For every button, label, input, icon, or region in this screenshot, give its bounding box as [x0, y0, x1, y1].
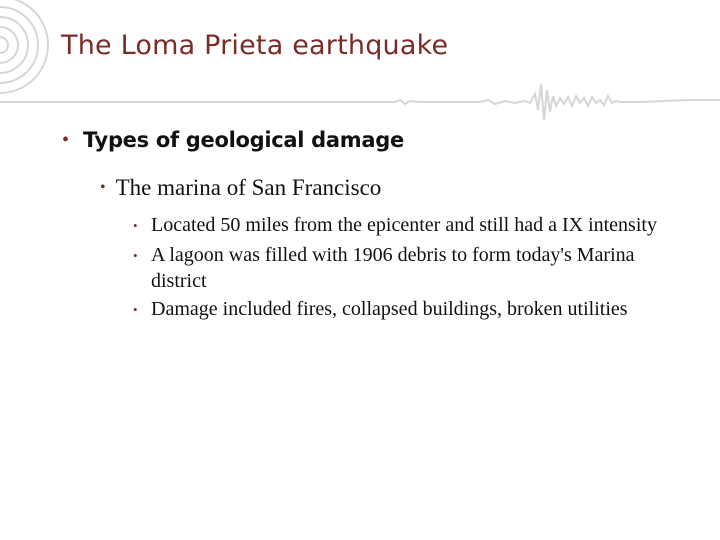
- sub-bullet-text: Located 50 miles from the epicenter and still had a IX intensity: [151, 214, 657, 236]
- bullet-dot-icon: •: [133, 248, 138, 263]
- seismograph-line-icon: [0, 70, 720, 130]
- bullet-level-2: [100, 175, 381, 201]
- list-item: [133, 242, 693, 294]
- bullet-dot-icon: •: [133, 302, 138, 317]
- bullet-dot-icon: •: [62, 129, 70, 151]
- bullet-l1-text: Types of geological damage: [83, 128, 404, 152]
- bullet-dot-icon: •: [100, 179, 106, 196]
- slide-title: The Loma Prieta earthquake: [61, 30, 449, 61]
- list-item: [133, 296, 693, 324]
- sub-bullet-text: Damage included fires, collapsed buildings, broken utilities: [151, 298, 628, 320]
- sub-bullet-text: A lagoon was filled with 1906 debris to form today's Marina district: [151, 244, 635, 292]
- bullet-dot-icon: •: [133, 218, 138, 233]
- bullet-level-1: [62, 128, 404, 152]
- bullet-l2-text: The marina of San Francisco: [115, 175, 382, 200]
- list-item: [133, 212, 693, 240]
- sub-bullet-list: [133, 212, 693, 326]
